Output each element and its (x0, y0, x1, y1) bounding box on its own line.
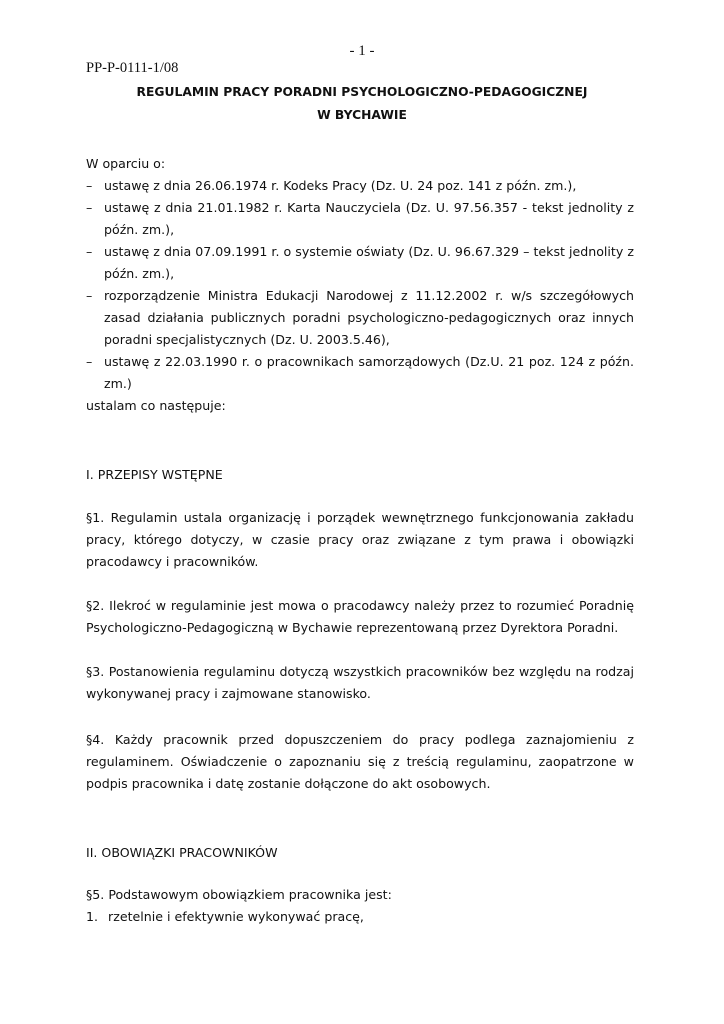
list-item-text: rzetelnie i efektywnie wykonywać pracę, (108, 909, 364, 924)
list-dash: – (86, 200, 93, 215)
paragraph-5: §5. Podstawowym obowiązkiem pracownika jest: (86, 887, 392, 902)
legal-basis-item (86, 175, 634, 197)
page-number: - 1 - (349, 43, 375, 59)
document-id: PP-P-0111-1/08 (86, 60, 179, 76)
legal-basis-text: ustawę z dnia 07.09.1991 r. o systemie oświaty (Dz. U. 96.67.329 – tekst jednolity z późn. zm.), (104, 244, 634, 281)
list-dash: – (86, 288, 93, 303)
legal-basis-text: rozporządzenie Ministra Edukacji Narodowej z 11.12.2002 r. w/s szczegółowych zasad działania publicznych poradni psychologiczno-pedagogicznych oraz innych poradni specjalistycznych (Dz. U. 2003.5.46), (104, 288, 634, 347)
list-dash: – (86, 178, 93, 193)
document-title-line-2: W BYCHAWIE (317, 108, 407, 122)
legal-basis-text: ustawę z dnia 26.06.1974 r. Kodeks Pracy (Dz. U. 24 poz. 141 z późn. zm.), (104, 178, 577, 193)
list-item-number: 1. (86, 909, 99, 924)
legal-basis-item (86, 241, 634, 285)
legal-basis-item (86, 285, 634, 351)
document-title-line-1: REGULAMIN PRACY PORADNI PSYCHOLOGICZNO-PEDAGOGICZNEJ (136, 85, 588, 99)
list-dash: – (86, 354, 93, 369)
intro-opening: W oparciu o: (86, 156, 166, 171)
paragraph-4: §4. Każdy pracownik przed dopuszczeniem do pracy podlega zaznajomieniu z regulaminem. Oświadczenie o zapoznaniu się z treścią regulaminu, zaopatrzone w podpis pracownika i datę zostanie dołączone do akt osobowych. (86, 732, 634, 791)
paragraph-1: §1. Regulamin ustala organizację i porządek wewnętrznego funkcjonowania zakładu pracy, którego dotyczy, w czasie pracy oraz związane z tym prawa i obowiązki pracodawcy i pracowników. (86, 510, 634, 569)
list-dash: – (86, 244, 93, 259)
legal-basis-item (86, 197, 634, 241)
paragraph-2: §2. Ilekroć w regulaminie jest mowa o pracodawcy należy przez to rozumieć Poradnię Psychologiczno-Pedagogiczną w Bychawie reprezentowaną przez Dyrektora Poradni. (86, 598, 634, 635)
intro-closing: ustalam co następuje: (86, 398, 226, 413)
legal-basis-text: ustawę z dnia 21.01.1982 r. Karta Nauczyciela (Dz. U. 97.56.357 - tekst jednolity z późn. zm.), (104, 200, 634, 237)
list-item (86, 906, 634, 928)
legal-basis-item (86, 351, 634, 395)
section-heading-1: I. PRZEPISY WSTĘPNE (86, 467, 223, 482)
section-heading-2: II. OBOWIĄZKI PRACOWNIKÓW (86, 845, 278, 860)
paragraph-3: §3. Postanowienia regulaminu dotyczą wszystkich pracowników bez względu na rodzaj wykonywanej pracy i zajmowane stanowisko. (86, 664, 634, 701)
legal-basis-text: ustawę z 22.03.1990 r. o pracownikach samorządowych (Dz.U. 21 poz. 124 z późn. zm.) (104, 354, 634, 391)
